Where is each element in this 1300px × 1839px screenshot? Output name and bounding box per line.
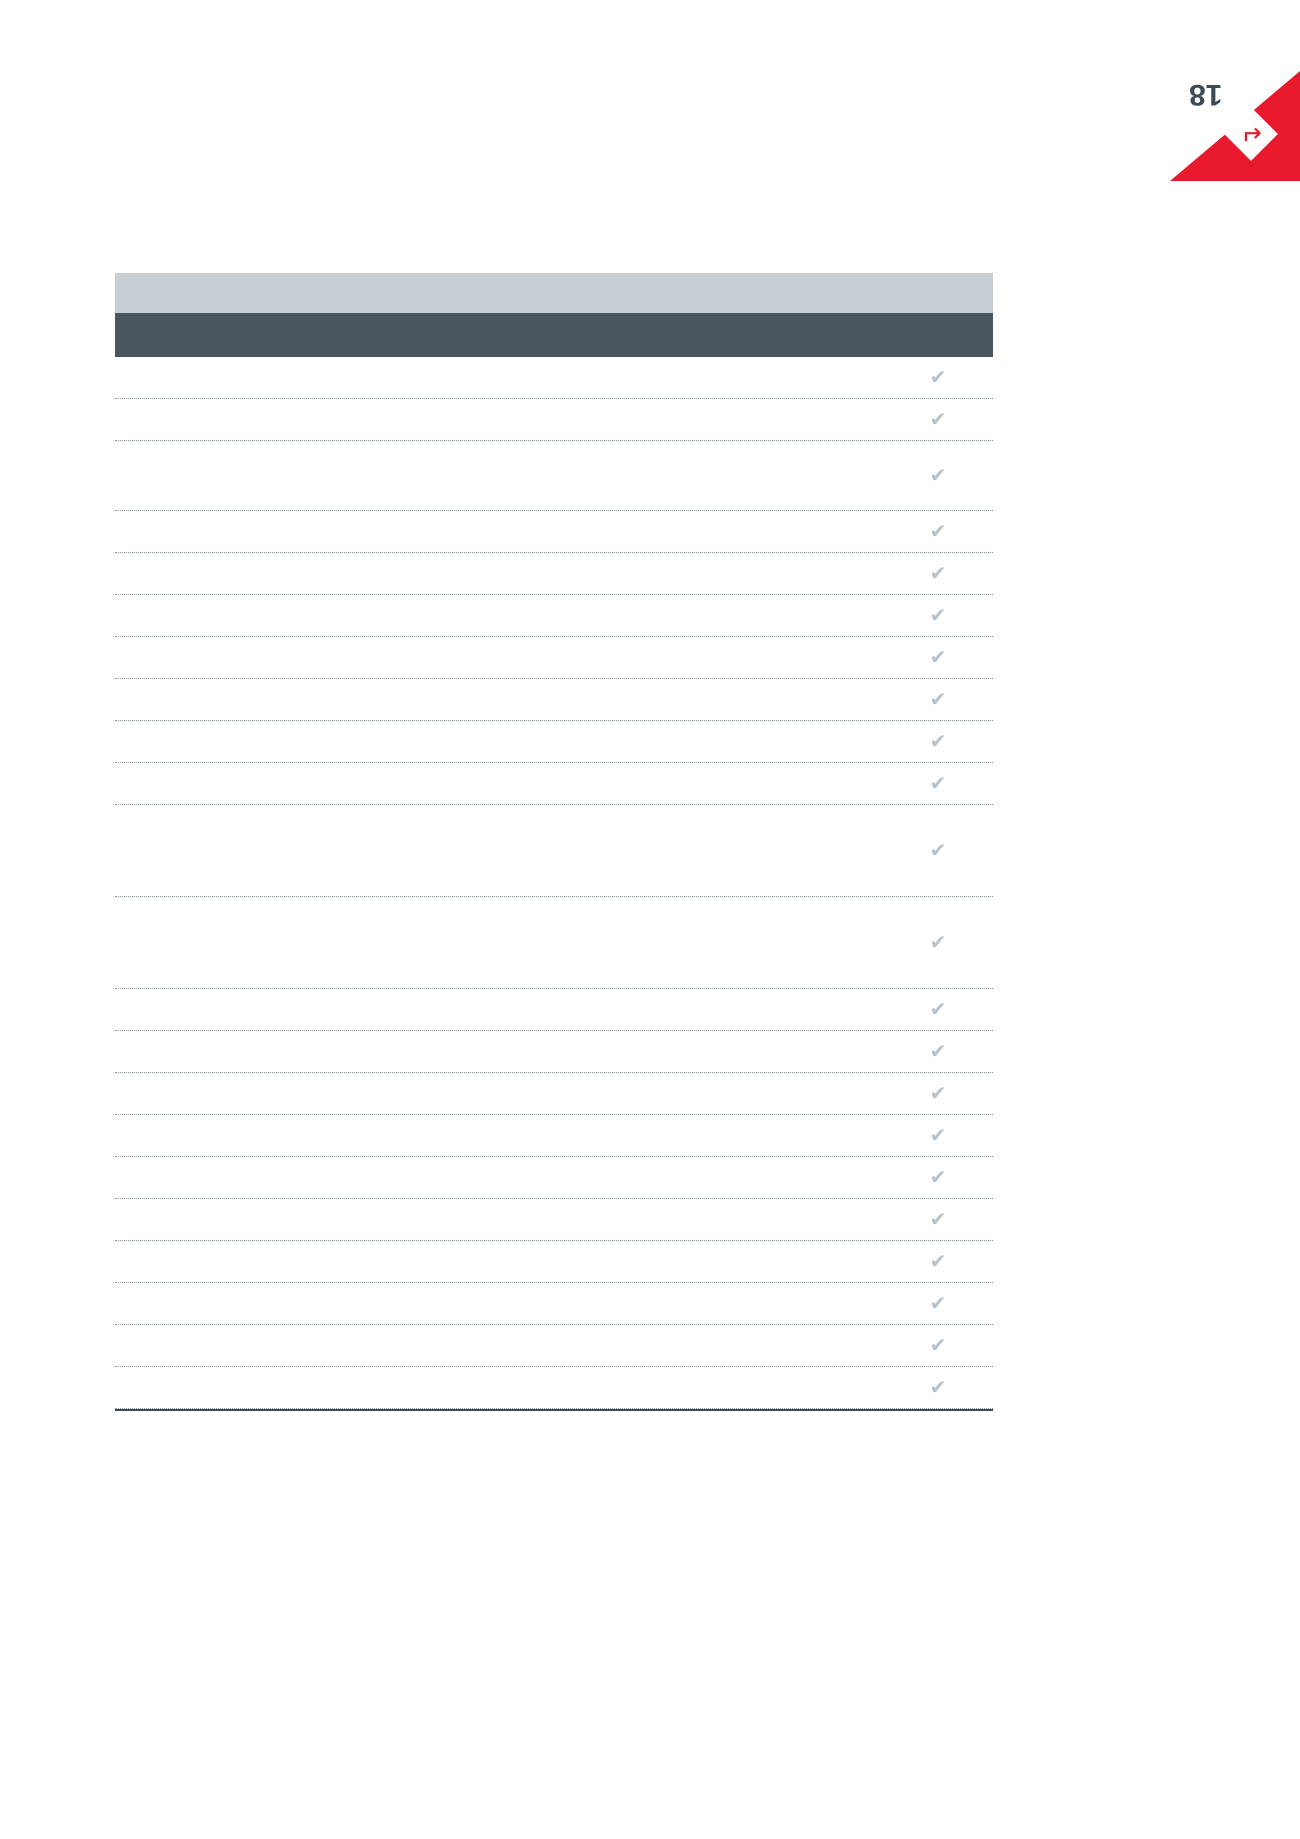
- check-icon: ✔: [929, 730, 947, 753]
- check-icon: ✔: [929, 1376, 947, 1399]
- table-row: [115, 1241, 993, 1283]
- check-icon: ✔: [929, 1208, 947, 1231]
- check-icon: ✔: [929, 562, 947, 585]
- check-icon: ✔: [929, 520, 947, 543]
- check-icon: ✔: [929, 1334, 947, 1357]
- table-row: [115, 1031, 993, 1073]
- check-icon: ✔: [929, 1082, 947, 1105]
- check-icon: ✔: [929, 646, 947, 669]
- page-corner-marker: [1170, 71, 1300, 181]
- check-icon: ✔: [929, 366, 947, 389]
- table-row: [115, 989, 993, 1031]
- check-icon: ✔: [929, 998, 947, 1021]
- table-row: [115, 763, 993, 805]
- check-icon: ✔: [929, 772, 947, 795]
- table-row: [115, 399, 993, 441]
- check-icon: ✔: [929, 1292, 947, 1315]
- checklist-table: [115, 273, 993, 1411]
- table-body: [115, 357, 993, 1409]
- table-row: [115, 1199, 993, 1241]
- check-icon: ✔: [929, 688, 947, 711]
- table-header-bottom-band: [115, 313, 993, 357]
- table-row: [115, 897, 993, 989]
- check-icon: ✔: [929, 408, 947, 431]
- check-icon: ✔: [929, 1250, 947, 1273]
- table-row: [115, 1115, 993, 1157]
- table-row: [115, 511, 993, 553]
- table-bottom-rule: [115, 1409, 993, 1411]
- table-header-top-band: [115, 273, 993, 313]
- table-row: [115, 721, 993, 763]
- table-row: [115, 679, 993, 721]
- table-row: [115, 805, 993, 897]
- check-icon: ✔: [929, 1124, 947, 1147]
- table-row: [115, 1073, 993, 1115]
- check-icon: ✔: [929, 1040, 947, 1063]
- table-row: [115, 553, 993, 595]
- table-row: [115, 595, 993, 637]
- check-icon: ✔: [929, 1166, 947, 1189]
- check-icon: ✔: [929, 464, 947, 487]
- table-row: [115, 1367, 993, 1409]
- table-row: [115, 357, 993, 399]
- check-icon: ✔: [929, 604, 947, 627]
- return-arrow-icon: ↵: [1240, 119, 1262, 149]
- page-number: 18: [1188, 78, 1222, 111]
- table-row: [115, 637, 993, 679]
- table-row: [115, 1157, 993, 1199]
- table-row: [115, 1283, 993, 1325]
- check-icon: ✔: [929, 931, 947, 954]
- check-icon: ✔: [929, 839, 947, 862]
- table-row: [115, 441, 993, 511]
- table-row: [115, 1325, 993, 1367]
